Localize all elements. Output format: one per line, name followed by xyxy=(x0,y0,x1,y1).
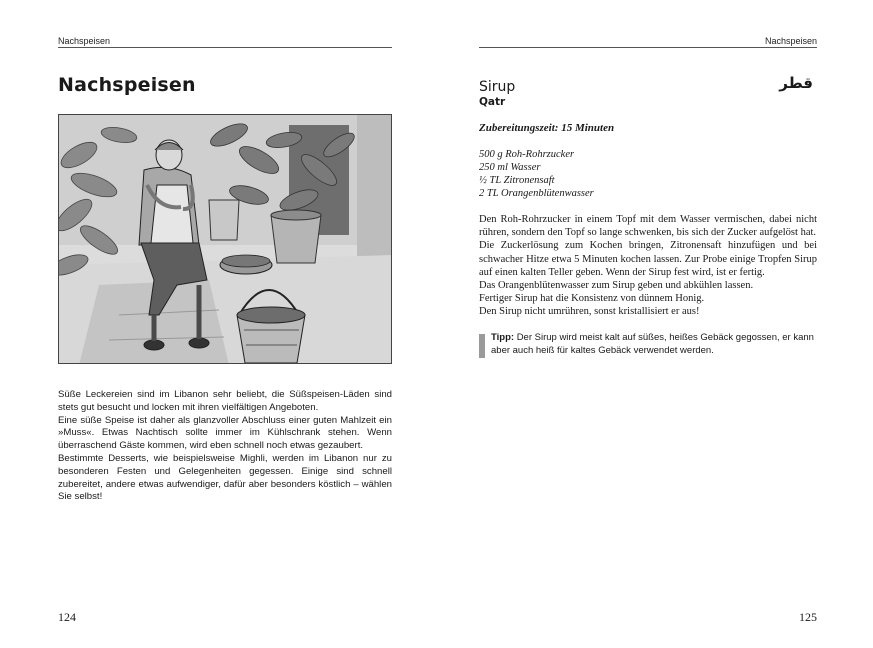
instruction-step: Fertiger Sirup hat die Konsistenz von dünnem Honig. xyxy=(479,293,705,305)
header-rule xyxy=(479,47,817,48)
ingredient-list xyxy=(479,148,594,200)
right-page xyxy=(437,0,873,648)
running-head: Nachspeisen xyxy=(58,36,111,46)
tip-box xyxy=(479,332,817,357)
prep-time: Zubereitungszeit: 15 Minuten xyxy=(479,122,615,134)
ingredient-item: 500 g Roh-Rohrzucker xyxy=(479,149,575,160)
tip-body: Der Sirup wird meist kalt auf süßes, heißes Gebäck gegossen, er kann aber auch heiß für kaltes Gebäck verwendet werden. xyxy=(491,332,814,356)
ingredient-item: 2 TL Orangenblütenwasser xyxy=(479,188,594,199)
woman-shelling-nuts-illustration xyxy=(58,114,392,364)
recipe-subtitle: Qatr xyxy=(479,96,506,108)
tip-text xyxy=(491,332,817,357)
tip-bar xyxy=(479,334,485,358)
page-number: 124 xyxy=(58,610,76,624)
intro-paragraph: Bestimmte Desserts, wie beispielsweise Mighli, werden im Libanon nur zu besonderen Festen und Gelegenheiten gegessen. Einige sind schnell zubereitet, andere etwas aufwendiger, dafür aber besonders köstlich – wählen Sie selbst! xyxy=(58,452,392,503)
recipe-title: Sirup xyxy=(479,79,516,95)
ingredient-item: 250 ml Wasser xyxy=(479,162,541,173)
page-number: 125 xyxy=(799,610,817,624)
ingredient-item: ½ TL Zitronensaft xyxy=(479,175,555,186)
intro-text xyxy=(58,389,392,504)
instruction-step: Die Zuckerlösung zum Kochen bringen, Zitronensaft hinzufügen und bei schwacher Hitze etwa 5 Minuten kochen lassen. Zur Probe einige Tropfen Sirup auf einen kalten Teller geben. Wenn der Sirup fest wird, ist er fertig. xyxy=(479,240,817,278)
page-title: Nachspeisen xyxy=(58,74,196,96)
left-page xyxy=(0,0,436,648)
header-rule xyxy=(58,47,392,48)
intro-paragraph: Eine süße Speise ist daher als glanzvoller Abschluss einer guten Mahlzeit ein »Muss«. Etwas Nachtisch sollte immer im Kühlschrank stehen. Wenn überraschend Gäste kommen, wird eben schnell noch etwas gezaubert. xyxy=(58,414,392,452)
instruction-step: Den Roh-Rohrzucker in einem Topf mit dem Wasser vermischen, dabei nicht rühren, sondern den Topf so lange schwenken, bis sich der Zucker aufgelöst hat. xyxy=(479,214,817,239)
arabic-title: قطر xyxy=(779,74,813,92)
instruction-step: Den Sirup nicht umrühren, sonst kristallisiert er aus! xyxy=(479,306,700,318)
instructions xyxy=(479,213,817,319)
tip-label: Tipp: xyxy=(491,332,515,343)
intro-paragraph: Süße Leckereien sind im Libanon sehr beliebt, die Süßspeisen-Läden sind stets gut besucht und locken mit ihren vielfältigen Angeboten. xyxy=(58,389,392,413)
instruction-step: Das Orangenblütenwasser zum Sirup geben und abkühlen lassen. xyxy=(479,280,754,292)
running-head: Nachspeisen xyxy=(764,36,817,46)
